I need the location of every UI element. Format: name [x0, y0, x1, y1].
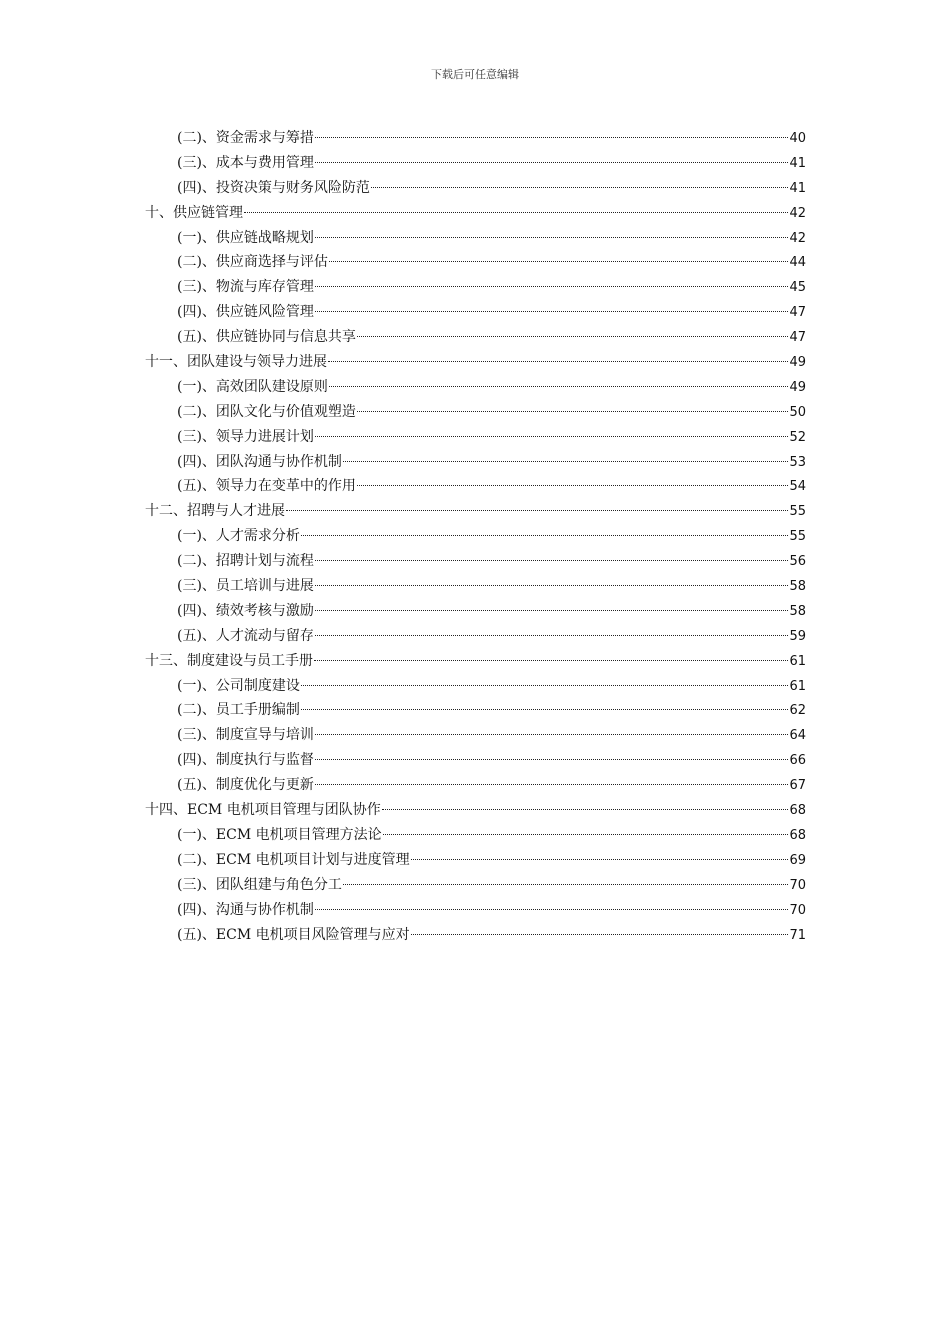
dot-leader	[286, 510, 788, 511]
toc-page-number: 70	[789, 877, 806, 893]
toc-entry-title: (一)、高效团队建设原则	[177, 378, 328, 395]
dot-leader	[315, 585, 789, 586]
toc-page-number: 64	[789, 728, 806, 744]
dot-leader	[315, 784, 789, 785]
toc-section-entry[interactable]	[145, 524, 806, 549]
toc-entry-title: (三)、物流与库存管理	[177, 279, 314, 296]
toc-section-entry[interactable]	[145, 748, 806, 773]
toc-section-entry[interactable]	[145, 698, 806, 723]
toc-entry-title: (五)、领导力在变革中的作用	[177, 478, 356, 495]
dot-leader	[371, 187, 789, 188]
toc-entry-title: (三)、成本与费用管理	[177, 154, 314, 171]
toc-entry-title: (二)、团队文化与价值观塑造	[177, 403, 356, 420]
toc-page-number: 58	[789, 579, 806, 595]
toc-entry-title: (二)、招聘计划与流程	[177, 553, 314, 570]
toc-entry-title: (三)、制度宣导与培训	[177, 727, 314, 744]
toc-entry-title: (四)、沟通与协作机制	[177, 901, 314, 918]
toc-chapter-entry[interactable]	[145, 201, 806, 226]
dot-leader	[315, 137, 789, 138]
dot-leader	[301, 709, 789, 710]
toc-chapter-entry[interactable]	[145, 499, 806, 524]
toc-page-number: 62	[789, 703, 806, 719]
dot-leader	[315, 610, 789, 611]
toc-page-number: 66	[789, 753, 806, 769]
toc-entry-title: (四)、供应链风险管理	[177, 304, 314, 321]
dot-leader	[328, 361, 788, 362]
dot-leader	[411, 934, 789, 935]
toc-page-number: 45	[789, 280, 806, 296]
toc-entry-title: (二)、供应商选择与评估	[177, 254, 328, 271]
toc-page-number: 47	[789, 305, 806, 321]
toc-page-number: 49	[789, 379, 806, 395]
dot-leader	[315, 311, 789, 312]
toc-section-entry[interactable]	[145, 126, 806, 151]
dot-leader	[315, 162, 789, 163]
dot-leader	[315, 635, 789, 636]
dot-leader	[357, 336, 789, 337]
toc-page-number: 40	[789, 131, 806, 146]
dot-leader	[301, 685, 789, 686]
dot-leader	[329, 261, 789, 262]
dot-leader	[315, 286, 789, 287]
toc-page-number: 47	[789, 330, 806, 346]
toc-section-entry[interactable]	[145, 375, 806, 400]
toc-section-entry[interactable]	[145, 848, 806, 873]
dot-leader	[315, 734, 789, 735]
toc-page-number: 41	[789, 180, 806, 196]
toc-page-number: 44	[789, 255, 806, 271]
dot-leader	[315, 909, 789, 910]
toc-page-number: 52	[789, 429, 806, 445]
dot-leader	[343, 461, 789, 462]
toc-page-number: 59	[789, 628, 806, 644]
toc-entry-title: (四)、团队沟通与协作机制	[177, 453, 342, 470]
toc-section-entry[interactable]	[145, 425, 806, 450]
toc-chapter-entry[interactable]	[145, 350, 806, 375]
toc-page-number: 68	[789, 827, 806, 843]
toc-page-number: 42	[789, 230, 806, 246]
toc-chapter-entry[interactable]	[145, 798, 806, 823]
toc-section-entry[interactable]	[145, 176, 806, 201]
toc-page-number: 55	[789, 529, 806, 545]
toc-page-number: 68	[789, 803, 806, 819]
toc-entry-title: (二)、ECM 电机项目计划与进度管理	[177, 851, 410, 868]
dot-leader	[314, 660, 788, 661]
toc-page-number: 56	[789, 554, 806, 570]
toc-entry-title: (一)、公司制度建设	[177, 677, 300, 694]
toc-entry-title: (三)、领导力进展计划	[177, 428, 314, 445]
toc-section-entry[interactable]	[145, 773, 806, 798]
toc-section-entry[interactable]	[145, 275, 806, 300]
toc-section-entry[interactable]	[145, 450, 806, 475]
toc-section-entry[interactable]	[145, 226, 806, 251]
toc-section-entry[interactable]	[145, 325, 806, 350]
dot-leader	[357, 485, 789, 486]
page-header: 下载后可任意编辑	[431, 68, 519, 81]
toc-entry-title: (四)、投资决策与财务风险防范	[177, 179, 370, 196]
toc-section-entry[interactable]	[145, 923, 806, 948]
toc-page-number: 50	[789, 404, 806, 420]
toc-entry-title: 十四、ECM 电机项目管理与团队协作	[145, 802, 381, 819]
toc-section-entry[interactable]	[145, 474, 806, 499]
dot-leader	[411, 859, 789, 860]
toc-entry-title: (三)、员工培训与进展	[177, 578, 314, 595]
dot-leader	[315, 759, 789, 760]
dot-leader	[315, 436, 789, 437]
toc-entry-title: 十、供应链管理	[145, 204, 243, 221]
toc-entry-title: (一)、ECM 电机项目管理方法论	[177, 826, 382, 843]
toc-entry-title: 十三、制度建设与员工手册	[145, 652, 313, 669]
toc-page-number: 54	[789, 479, 806, 495]
toc-page-number: 67	[789, 778, 806, 794]
toc-section-entry[interactable]	[145, 300, 806, 325]
toc-section-entry[interactable]	[145, 549, 806, 574]
toc-section-entry[interactable]	[145, 723, 806, 748]
toc-page-number: 53	[789, 454, 806, 470]
toc-entry-title: (一)、供应链战略规划	[177, 229, 314, 246]
toc-entry-title: (二)、员工手册编制	[177, 702, 300, 719]
toc-section-entry[interactable]	[145, 599, 806, 624]
toc-section-entry[interactable]	[145, 898, 806, 923]
dot-leader	[244, 212, 788, 213]
dot-leader	[357, 411, 789, 412]
toc-section-entry[interactable]	[145, 400, 806, 425]
toc-section-entry[interactable]	[145, 250, 806, 275]
toc-entry-title: 十一、团队建设与领导力进展	[145, 354, 327, 371]
dot-leader	[343, 884, 789, 885]
toc-entry-title: (三)、团队组建与角色分工	[177, 876, 342, 893]
table-of-contents	[145, 126, 806, 947]
toc-page-number: 61	[789, 678, 806, 694]
toc-entry-title: (五)、人才流动与留存	[177, 627, 314, 644]
toc-entry-title: (四)、绩效考核与激励	[177, 602, 314, 619]
toc-page-number: 71	[789, 927, 806, 943]
toc-section-entry[interactable]	[145, 823, 806, 848]
toc-section-entry[interactable]	[145, 624, 806, 649]
toc-entry-title: (一)、人才需求分析	[177, 528, 300, 545]
toc-entry-title: (二)、资金需求与筹措	[177, 130, 314, 146]
toc-entry-title: (四)、制度执行与监督	[177, 752, 314, 769]
dot-leader	[301, 535, 789, 536]
toc-page-number: 42	[789, 205, 806, 221]
toc-page-number: 61	[789, 653, 806, 669]
toc-page-number: 70	[789, 902, 806, 918]
toc-page-number: 41	[789, 155, 806, 171]
toc-entry-title: (五)、供应链协同与信息共享	[177, 329, 356, 346]
toc-section-entry[interactable]	[145, 674, 806, 699]
toc-page-number: 49	[789, 355, 806, 371]
toc-section-entry[interactable]	[145, 574, 806, 599]
dot-leader	[382, 809, 789, 810]
toc-chapter-entry[interactable]	[145, 649, 806, 674]
toc-entry-title: (五)、制度优化与更新	[177, 777, 314, 794]
toc-page-number: 58	[789, 603, 806, 619]
toc-section-entry[interactable]	[145, 151, 806, 176]
toc-entry-title: (五)、ECM 电机项目风险管理与应对	[177, 926, 410, 943]
toc-section-entry[interactable]	[145, 873, 806, 898]
dot-leader	[329, 386, 789, 387]
toc-page-number: 55	[789, 504, 806, 520]
toc-page-number: 69	[789, 852, 806, 868]
dot-leader	[315, 237, 789, 238]
dot-leader	[315, 560, 789, 561]
toc-entry-title: 十二、招聘与人才进展	[145, 503, 285, 520]
dot-leader	[383, 834, 789, 835]
